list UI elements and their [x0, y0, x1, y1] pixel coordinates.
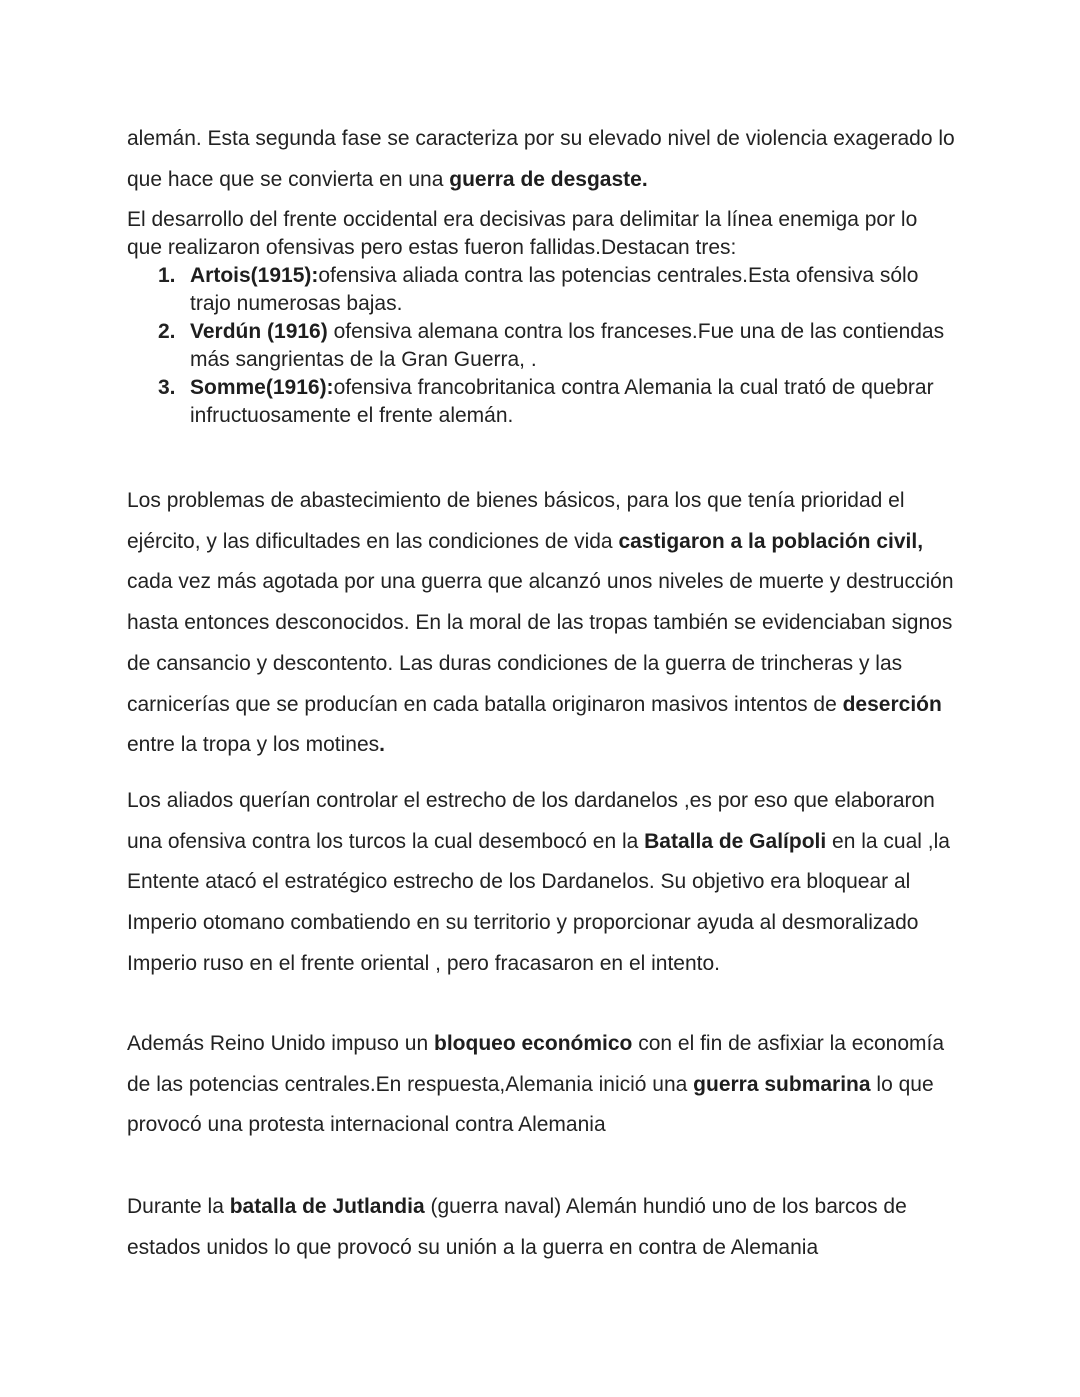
- list-item-text: ofensiva alemana contra los franceses.Fue una de las contiendas más sangrientas de la Gran Guerra, .: [190, 320, 945, 371]
- bold-term: Somme(1916):: [190, 376, 334, 399]
- paragraph-text: (guerra naval) Alemán hundió uno de los barcos de estados unidos lo que provocó su unión a la guerra en contra de Alemania: [127, 1195, 907, 1259]
- list-number: 1.: [158, 264, 176, 287]
- bold-term: castigaron a la población civil,: [618, 529, 924, 553]
- paragraph-galipoli: [127, 781, 957, 985]
- paragraph-bloqueo: [127, 1024, 957, 1146]
- paragraph-text: lo que provocó una protesta internacional contra Alemania: [127, 1072, 934, 1137]
- paragraph-text: entre la tropa y los motines: [127, 733, 380, 757]
- bold-term: batalla de Jutlandia: [229, 1195, 425, 1218]
- paragraph-text: cada vez más agotada por una guerra que alcanzó unos niveles de muerte y destrucción hasta entonces desconocidos. En la moral de las tropas también se evidenciaban signos de cansancio y descontento. Las duras condiciones de la guerra de trincheras y las carnicerías que se producían en cada batalla originaron masivos intentos de: [127, 570, 954, 716]
- bold-term: Verdún (1916): [190, 320, 328, 343]
- paragraph-text: El desarrollo del frente occidental era decisivas para delimitar la línea enemiga por lo que realizaron ofensivas pero estas fueron fallidas.Destacan tres:: [127, 208, 918, 259]
- paragraph-text: Además Reino Unido impuso un: [127, 1032, 435, 1055]
- paragraph-text: con el fin de asfixiar la economía de las potencias centrales.En respuesta,Alemania inició una: [127, 1032, 945, 1096]
- paragraph-text: alemán. Esta segunda fase se caracteriza por su elevado nivel de violencia exagerado lo que hace que se convierta en una: [127, 127, 955, 191]
- bold-term: deserción: [842, 692, 942, 716]
- bold-term: Artois(1915):: [190, 264, 319, 287]
- list-number: 2.: [158, 320, 176, 343]
- bold-term: .: [379, 733, 385, 757]
- offensives-list: [127, 262, 957, 430]
- bold-term: guerra submarina: [693, 1072, 871, 1096]
- paragraph-text: en la cual ,la Entente atacó el estratégico estrecho de los Dardanelos. Su objetivo era bloquear al Imperio otomano combatiendo en su territorio y proporcionar ayuda al desmoralizado Imperio ruso en el frente oriental , pero fracasaron en el intento.: [127, 829, 950, 975]
- paragraph-desgaste: [127, 119, 957, 200]
- bold-term: guerra de desgaste.: [449, 167, 648, 191]
- paragraph-text: Durante la: [127, 1195, 230, 1218]
- list-item-text: ofensiva aliada contra las potencias centrales.Esta ofensiva sólo trajo numerosas bajas.: [190, 264, 919, 315]
- paragraph-frente-occidental: [127, 206, 957, 262]
- paragraph-poblacion-civil: [127, 481, 957, 766]
- paragraph-text: Los problemas de abastecimiento de bienes básicos, para los que tenía prioridad el ejército, y las dificultades en las condiciones de vida: [127, 489, 905, 553]
- list-number: 3.: [158, 376, 176, 399]
- bold-term: Batalla de Galípoli: [644, 829, 827, 853]
- paragraph-text: Los aliados querían controlar el estrecho de los dardanelos ,es por eso que elaboraron una ofensiva contra los turcos la cual desembocó en la: [127, 789, 935, 853]
- list-item-verdun: [127, 318, 957, 374]
- list-item-somme: [127, 374, 957, 430]
- list-item-artois: [127, 262, 957, 318]
- list-item-text: ofensiva francobritanica contra Alemania la cual trató de quebrar infructuosamente el frente alemán.: [190, 376, 934, 427]
- bold-term: bloqueo económico: [434, 1032, 633, 1055]
- paragraph-jutlandia: [127, 1187, 957, 1268]
